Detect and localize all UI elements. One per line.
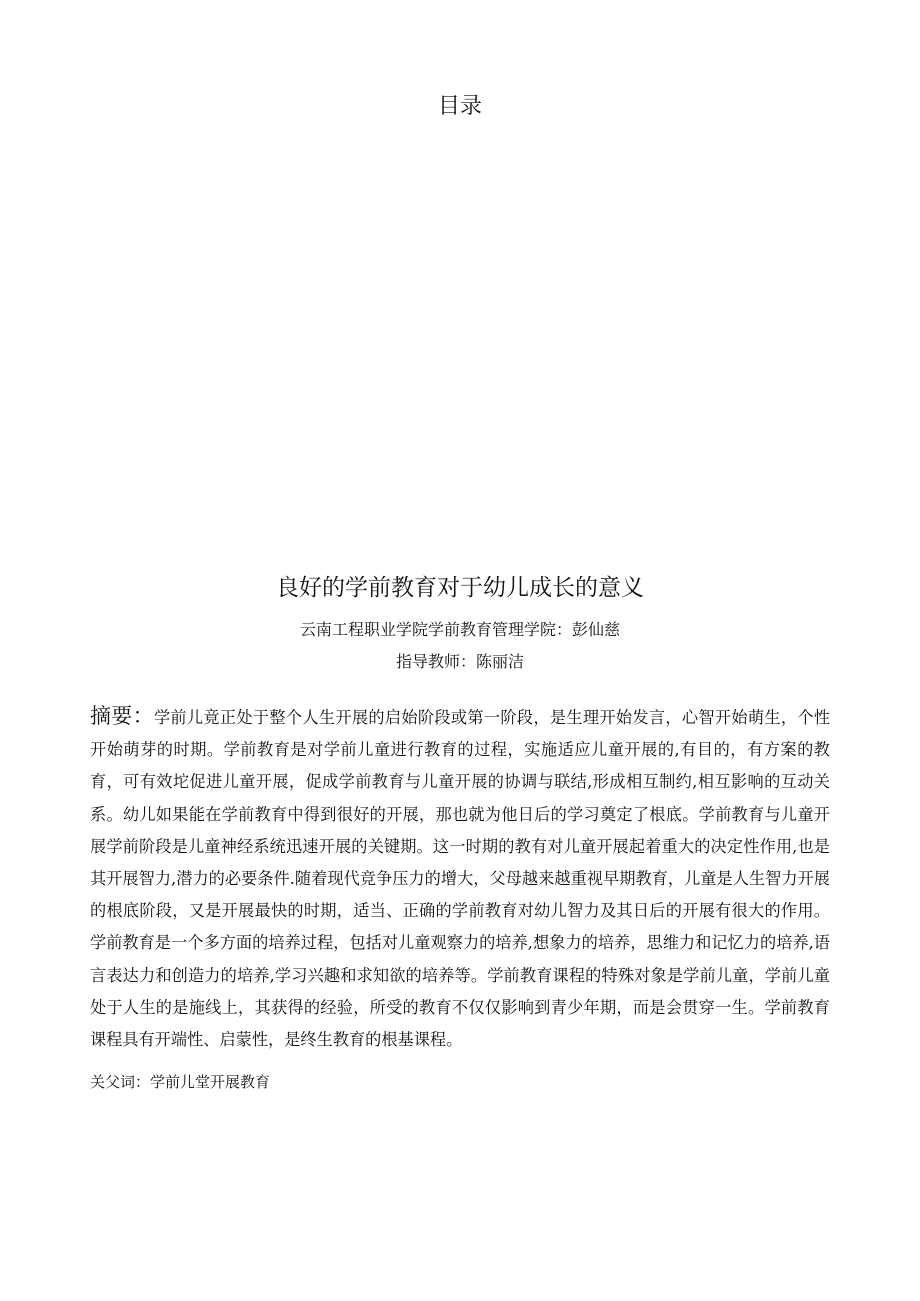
keywords-line: 关父词：学前儿堂开展教育 (90, 1073, 271, 1091)
abstract-paragraph (90, 700, 830, 1056)
author-affiliation: 云南工程职业学院学前教育管理学院：彭仙慈 (299, 620, 620, 639)
abstract-text: 学前儿竟正处于整个人生开展的启始阶段或第一阶段，是生理开始发言，心智开始萌生，个性开始萌芽的时期。学前教育是对学前儿童进行教育的过程，实施适应儿童开展的,有目的，有方案的教育，可有效坨促进儿童开展，促成学前教育与儿童开展的协调与联结,形成相互制约,相互影响的互动关系。幼儿如果能在学前教育中得到很好的开展，那也就为他日后的学习奠定了根底。学前教育与儿童开展学前阶段是儿童神经系统迅速开展的关键期。这一时期的教有对儿童开展起着重大的决定性作用,也是其开展智力,潜力的必要条件.随着现代竞争压力的增大，父母越来越重视早期教育，儿童是人生智力开展的根底阶段，又是开展最快的时期，适当、正确的学前教育对幼儿智力及其日后的开展有很大的作用。学前教育是一个多方面的培养过程，包括对儿童观察力的培养,想象力的培养，思维力和记忆力的培养,语言表达力和创造力的培养,学习兴趣和求知欲的培养等。学前教育课程的特殊对象是学前儿童，学前儿童处于人生的是施线上，其获得的经验，所受的教育不仅仅影响到青少年期，而是会贯穿一生。学前教育课程具有开端性、启蒙性，是终生教育的根基课程。 (90, 708, 831, 1050)
paper-title: 良好的学前教育对于幼儿成长的意义 (276, 575, 644, 601)
toc-title: 目录 (437, 94, 482, 119)
advisor-line: 指导教师：陈丽洁 (395, 652, 524, 671)
abstract-label: 摘要： (90, 704, 154, 728)
